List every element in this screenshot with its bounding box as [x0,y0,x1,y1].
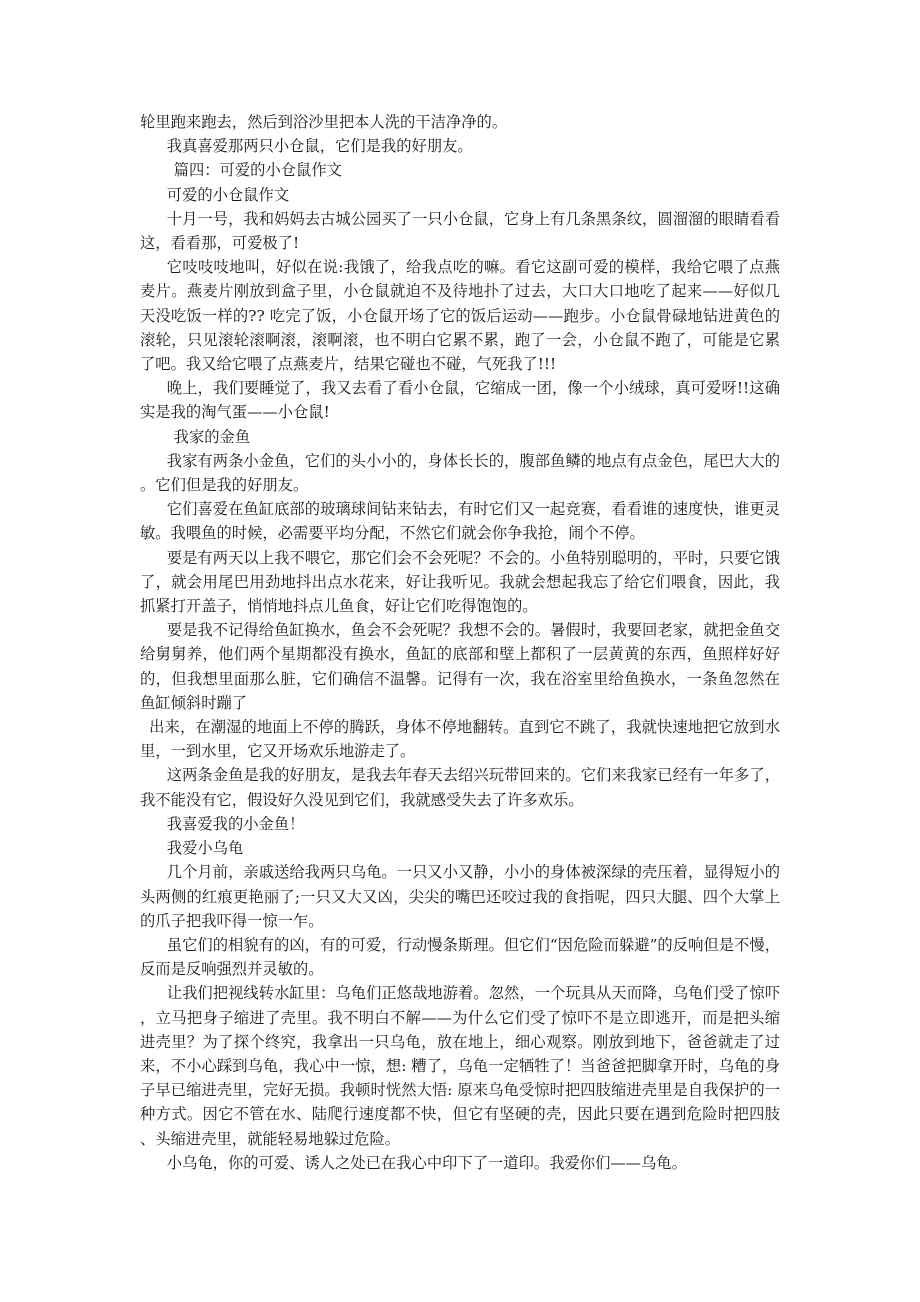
paragraph: 这两条金鱼是我的好朋友，是我去年春天去绍兴玩带回来的。它们来我家已经有一年多了，我不能没有它，假设好久没见到它们，我就感受失去了许多欢乐。 [140,766,780,809]
essay-title: 可爱的小仓鼠作文 [166,185,290,204]
essay-title: 我家的金鱼 [173,427,251,446]
paragraph: 轮里跑来跑去，然后到浴沙里把本人洗的干洁净净的。 [140,113,508,131]
paragraph: 要是我不记得给鱼缸换水，鱼会不会死呢？我想不会的。暑假时，我要回老家，就把金鱼交给舅舅养，他们两个星期都没有换水，鱼缸的底部和壁上都积了一层黄黄的东西，鱼照样好好的，但我想里面那么脏，它们确信不温馨。记得有一次，我在浴室里给鱼换水，一条鱼忽然在鱼缸倾斜时蹦了 [140,621,780,712]
paragraph: 我真喜爱那两只小仓鼠，它们是我的好朋友。 [166,137,473,156]
paragraph: 晚上，我们要睡觉了，我又去看了看小仓鼠，它缩成一团，像一个小绒球，真可爱呀!!这确实是我的淘气蛋——小仓鼠! [140,379,780,422]
paragraph: 它们喜爱在鱼缸底部的玻璃球间钻来钻去，有时它们又一起竞赛，看看谁的速度快，谁更灵敏。我喂鱼的时候，必需要平均分配，不然它们就会你争我抢，闹个不停。 [140,500,780,543]
paragraph: 出来，在潮湿的地面上不停的腾跃，身体不停地翻转。直到它不跳了，我就快速地把它放到水里，一到水里，它又开场欢乐地游走了。 [140,718,780,761]
paragraph: 让我们把视线转水缸里：乌龟们正悠哉地游着。忽然，一个玩具从天而降，乌龟们受了惊吓，立马把身子缩进了壳里。我不明白不解——为什么它们受了惊吓不是立即逃开，而是把头缩进壳里？为了探个终究，我拿出一只乌龟，放在地上，细心观察。刚放到地下，爸爸就走了过来，不小心踩到乌龟，我心中一惊，想: 糟了，乌龟一定牺牲了！当爸爸把脚拿开时，乌龟的身子早已缩进壳里，完好无损。我顿时恍然大悟: 原来乌龟受惊时把四肢缩进壳里是自我保护的一种方式。因它不管在水、陆爬行速度都不快，但它有坚硬的壳，因此只要在遇到危险时把四肢、头缩进壳里，就能轻易地躲过危险。 [140,984,780,1148]
paragraph: 我喜爱我的小金鱼！ [166,814,305,833]
document-page [140,110,780,1175]
essay-title: 我爱小乌龟 [166,839,244,858]
paragraph: 几个月前，亲戚送给我两只乌龟。一只又小又静，小小的身体被深绿的壳压着，显得短小的头两侧的红痕更艳丽了;一只又大又凶，尖尖的嘴巴还咬过我的食指呢，四只大腿、四个大掌上的爪子把我吓得一惊一乍。 [140,863,780,930]
paragraph: 要是有两天以上我不喂它，那它们会不会死呢？不会的。小鱼特别聪明的，平时，只要它饿了，就会用尾巴用劲地抖出点水花来，好让我听见。我就会想起我忘了给它们喂食，因此，我抓紧打开盖子，悄悄地抖点儿鱼食，好让它们吃得饱饱的。 [140,548,780,616]
paragraph: 虽它们的相貌有的凶，有的可爱，行动慢条斯理。但它们“因危险而躲避”的反响但是不慢，反而是反响强烈并灵敏的。 [140,935,780,979]
section-heading: 篇四：可爱的小仓鼠作文 [173,161,342,180]
paragraph: 十月一号，我和妈妈去古城公园买了一只小仓鼠，它身上有几条黑条纹，圆溜溜的眼睛看看这，看看那，可爱极了! [140,209,780,253]
paragraph: 它吱吱吱地叫，好似在说:我饿了，给我点吃的嘛。看它这副可爱的模样，我给它喂了点燕麦片。燕麦片刚放到盒子里，小仓鼠就迫不及待地扑了过去，大口大口地吃了起来——好似几天没吃饭一样的?? 吃完了饭，小仓鼠开场了它的饭后运动——跑步。小仓鼠骨碌地钻进黄色的滚轮，只见滚轮滚啊滚，滚啊滚，也不明白它累不累，跑了一会，小仓鼠不跑了，可能是它累了吧。我又给它喂了点燕麦片，结果它碰也不碰，气死我了!!! [140,258,780,374]
paragraph: 小乌龟，你的可爱、诱人之处已在我心中印下了一道印。我爱你们——乌龟。 [166,1153,687,1172]
paragraph: 我家有两条小金鱼，它们的头小小的，身体长长的，腹部鱼鳞的地点有点金色，尾巴大大的。它们但是我的好朋友。 [140,451,780,495]
